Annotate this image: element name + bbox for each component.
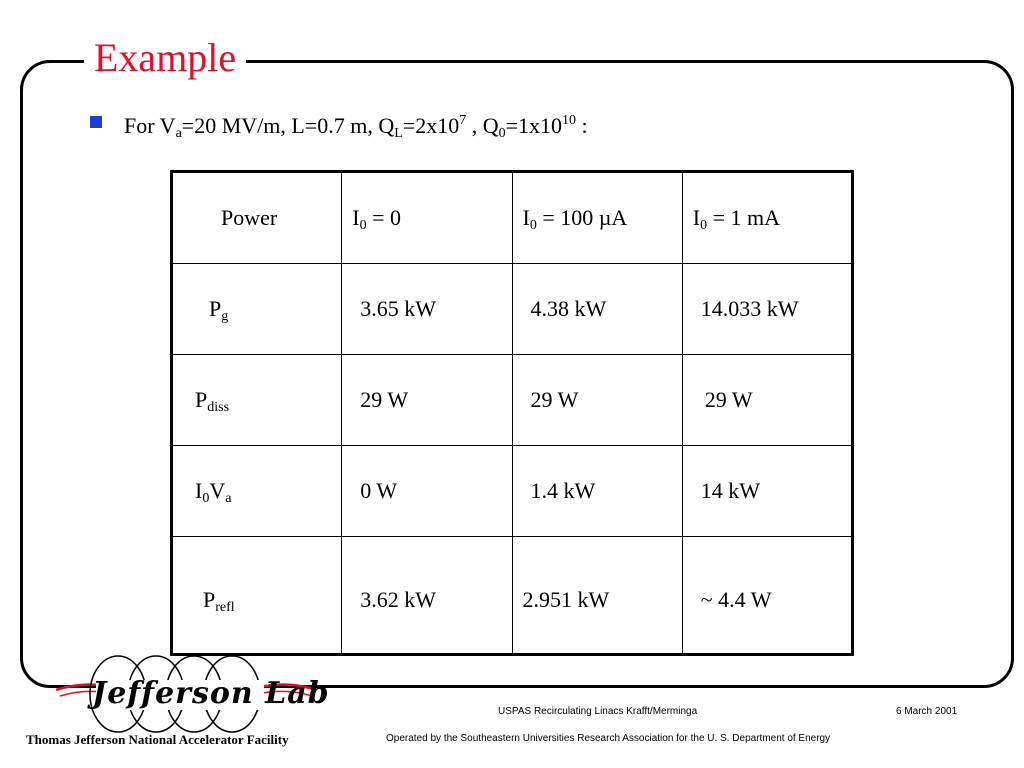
table-header-row (172, 172, 853, 264)
table-cell: ~ 4.4 W (682, 537, 852, 655)
table-row (172, 264, 853, 355)
row-label-subscript: a (225, 491, 232, 506)
row-label-symbol: I (195, 478, 203, 503)
header-subscript: 0 (359, 218, 367, 233)
footer-operated: Operated by the Southeastern Universities Research Association for the U. S. Department of Energy (386, 733, 831, 744)
bullet-part: =2x10 (402, 113, 460, 138)
table-cell: 2.951 kW (512, 537, 682, 655)
bullet-square-icon (90, 116, 102, 128)
table-cell: 14.033 kW (682, 264, 852, 355)
bullet-part: : (576, 113, 588, 138)
header-value: = 0 (366, 205, 401, 230)
table-row (172, 446, 853, 537)
table-cell: 4.38 kW (512, 264, 682, 355)
footer-course: USPAS Recirculating Linacs Krafft/Merminga (498, 706, 698, 717)
table-cell: 0 W (342, 446, 512, 537)
power-table (170, 170, 854, 656)
table-cell: 29 W (682, 355, 852, 446)
table-cell: 3.62 kW (342, 537, 512, 655)
table-cell: 14 kW (682, 446, 852, 537)
row-label-pg (172, 264, 342, 355)
row-label-pdiss (172, 355, 342, 446)
row-label-subscript: 0 (202, 491, 210, 506)
row-label-symbol: P (209, 296, 222, 321)
header-subscript: 0 (529, 218, 537, 233)
bullet-item (90, 108, 588, 144)
table-cell: 1.4 kW (512, 446, 682, 537)
row-label-symbol: P (203, 587, 216, 612)
row-label-i0va (172, 446, 342, 537)
header-current-100ua (512, 172, 682, 264)
row-label-subscript: g (221, 309, 229, 324)
bullet-subscript: a (175, 126, 182, 141)
bullet-text (124, 113, 588, 139)
bullet-part: , Q (466, 113, 499, 138)
header-symbol: I (352, 205, 360, 230)
header-current-0 (342, 172, 512, 264)
footer-date: 6 March 2001 (896, 706, 958, 717)
header-subscript: 0 (700, 218, 708, 233)
table-cell: 29 W (342, 355, 512, 446)
facility-name: Thomas Jefferson National Accelerator Facility (26, 732, 289, 747)
row-label-symbol: P (195, 387, 208, 412)
row-label-symbol: V (209, 478, 226, 503)
row-label-prefl (172, 537, 342, 655)
header-power-label: Power (221, 205, 278, 230)
header-value: = 100 µA (536, 205, 628, 230)
header-symbol: I (692, 205, 701, 230)
slide-title: Example (84, 32, 246, 84)
header-value: = 1 mA (707, 205, 780, 230)
bullet-subscript: L (394, 126, 403, 141)
bullet-subscript: 0 (498, 126, 506, 141)
bullet-part: =1x10 (505, 113, 563, 138)
table-cell: 29 W (512, 355, 682, 446)
table-cell: 3.65 kW (342, 264, 512, 355)
bullet-superscript: 10 (562, 113, 577, 128)
table-row (172, 537, 853, 655)
header-current-1ma (682, 172, 852, 264)
header-power (172, 172, 342, 264)
bullet-part: For V (124, 113, 176, 138)
logo-text: Jefferson Lab (92, 676, 330, 711)
header-symbol: I (522, 205, 530, 230)
row-label-subscript: refl (215, 600, 235, 615)
bullet-superscript: 7 (459, 113, 467, 128)
table-row (172, 355, 853, 446)
bullet-part: =20 MV/m, L=0.7 m, Q (181, 113, 395, 138)
row-label-subscript: diss (207, 400, 230, 415)
